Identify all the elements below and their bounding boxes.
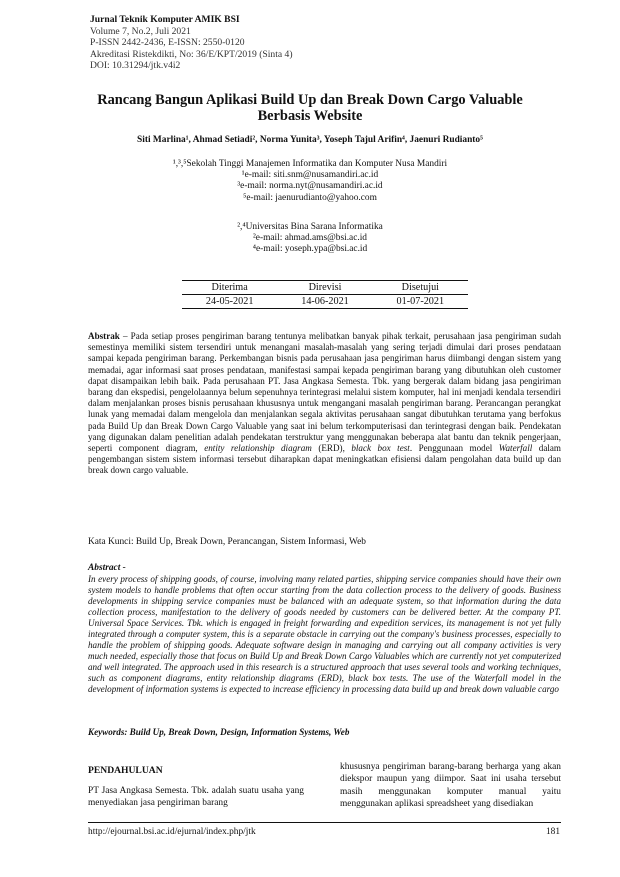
- dates-header-row: [182, 281, 468, 295]
- paper-title-line1: Rancang Bangun Aplikasi Build Up dan Break Down Cargo Valuable: [97, 92, 523, 108]
- submission-dates-table: [182, 280, 468, 309]
- journal-accreditation: Akreditasi Ristekdikti, No: 36/E/KPT/2019 (Sinta 4): [90, 48, 293, 60]
- journal-doi: DOI: 10.31294/jtk.v4i2: [90, 60, 181, 72]
- affiliation-2-institution: ²,⁴Universitas Bina Sarana Informatika: [237, 222, 383, 232]
- abstract-english-text: In every process of shipping goods, of course, involving many related parties, shipping service companies should have their own system models to handle problems that often occur starting from the data collection process to the delivery of goods. Business developments in shipping service companies must be balanced with an adequate system, so that information during the data collection process, manifestation to the delivery of goods needed by customers can be delivered better. At the company PT. Universal Space Services. Tbk. which is engaged in freight forwarding and expedition services, its management is not yet fully integrated through a computer system, this is a separate obstacle in carrying out the company's business processes, especially to handle the problem of shipping goods. Adequate software design in managing and carrying out all company activities is very much needed, especially those that focus on Build Up and Break Down Cargo Valuables which are currently not yet computerized and well integrated. The approach used in this research is a structured approach that uses several tools and working techniques, such as component diagrams, entity relationship diagrams (ERD), black box tests. The use of the Waterfall model in the development of information systems is expected to increase efficiency in processing data build up and break down valuable cargo: [88, 574, 561, 694]
- journal-volume: Volume 7, No.2, Juli 2021: [90, 25, 191, 37]
- paper-title-line2: Berbasis Website: [257, 108, 363, 124]
- date-accepted: 01-07-2021: [396, 296, 445, 307]
- affiliation-2-email: ²e-mail: ahmad.ams@bsi.ac.id: [252, 233, 367, 244]
- dates-header-revised: Direvisi: [308, 282, 342, 293]
- abstract-label: Abstrak: [88, 331, 120, 341]
- journal-issn: P-ISSN 2442-2436, E-ISSN: 2550-0120: [90, 37, 245, 49]
- footer-divider: [88, 822, 561, 823]
- abstract-text: . Penggunaan model: [409, 443, 499, 454]
- abstract-text: dalam pengembangan sistem sistem informasi tersebut diharapkan dapat meningkatkan efisiensi dalam pengolahan data build up dan break down cargo valuable.: [88, 443, 561, 476]
- affiliation-1-institution: ¹,³,⁵Sekolah Tinggi Manajemen Informatika dan Komputer Nusa Mandiri: [172, 159, 448, 169]
- dates-value-row: [182, 295, 468, 309]
- affiliation-1-email: ¹e-mail: siti.snm@nusamandiri.ac.id: [241, 170, 379, 181]
- affiliation-2-email: ⁴e-mail: yoseph.ypa@bsi.ac.id: [252, 244, 368, 255]
- affiliation-1: [60, 159, 560, 204]
- abstract-italic-term: black box test: [351, 443, 410, 454]
- body-column-left: PT Jasa Angkasa Semesta. Tbk. adalah suatu usaha yang menyediakan jasa pengiriman barang: [88, 786, 304, 809]
- affiliation-1-email: ⁵e-mail: jaenurudianto@yahoo.com: [243, 192, 377, 203]
- body-column-right: khususnya pengiriman barang-barang berharga yang akan diekspor maupun yang diimpor. Saat ini usaha tersebut masih menggunakan komputer manual yaitu menggunakan aplikasi spreadsheet yang disediakan: [340, 762, 561, 810]
- abstract-english-label: Abstract -: [88, 563, 126, 573]
- section-heading: PENDAHULUAN: [88, 765, 163, 776]
- dates-header-received: Diterima: [211, 282, 248, 293]
- author-list: Siti Marlina¹, Ahmad Setiadi², Norma Yunita³, Yoseph Tajul Arifin⁴, Jaenuri Rudianto⁵: [137, 135, 483, 145]
- date-received: 24-05-2021: [205, 296, 254, 307]
- dates-header-accepted: Disetujui: [401, 282, 439, 293]
- affiliation-2: [60, 222, 560, 256]
- abstract-indonesian: [88, 331, 561, 477]
- footer-url[interactable]: http://ejournal.bsi.ac.id/ejurnal/index.php/jtk: [88, 827, 256, 837]
- journal-name: Jurnal Teknik Komputer AMIK BSI: [90, 14, 240, 25]
- keywords-english: Keywords: Build Up, Break Down, Design, Information Systems, Web: [88, 727, 350, 737]
- abstract-text: (ERD),: [311, 443, 352, 454]
- abstract-italic-term: Waterfall: [498, 443, 533, 454]
- page-number: 181: [545, 827, 560, 837]
- date-revised: 14-06-2021: [301, 296, 349, 307]
- affiliation-1-email: ³e-mail: norma.nyt@nusamandiri.ac.id: [237, 181, 383, 192]
- abstract-italic-term: entity relationship diagram: [204, 443, 312, 454]
- journal-header: [90, 14, 293, 72]
- keywords-indonesian: Kata Kunci: Build Up, Break Down, Perancangan, Sistem Informasi, Web: [88, 537, 366, 547]
- paper-title: [70, 92, 550, 124]
- abstract-text: – Pada setiap proses pengiriman barang tentunya melibatkan banyak pihak terkait, perusahaan jasa pengiriman sudah semestinya memiliki sistem tersendiri untuk menangani masalah-masalah yang sering terjadi dimulai dari proses pendataan sampai kepada pengiriman barang. Perkembangan bisnis pada perusahaan jasa pengiriman harus diimbangi dengan sistem yang memadai, agar informasi saat proses pendataan, manifestasi sampai kepada pengiriman barang yang dibutuhkan oleh customer dapat disampaikan lebih baik. Pada perusahaan PT. Jasa Angkasa Semesta. Tbk. yang bergerak dalam bidang jasa pengiriman barang dan ekspedisi, pengelolaannya belum sepenuhnya terintegrasi melalui sistem komputer, hal ini menjadi kendala tersendiri dalam menjalankan proses bisnis perusahaan khususnya untuk mengangani masalah pengiriman barang. Perancangan perangkat lunak yang memadai dalam mengelola dan menjalankan segala aktivitas perusahaan sangat dibutuhkan terutama yang berfokus pada Build Up dan Break Down Cargo Valuable yang saat ini belum terkomputerisasi dan terintegrasi dengan baik. Pendekatan yang digunakan dalam penelitian adalah pendekatan terstruktur yang menggunakan beberapa alat bantu dan teknik pengerjaan, seperti component diagram,: [88, 331, 561, 454]
